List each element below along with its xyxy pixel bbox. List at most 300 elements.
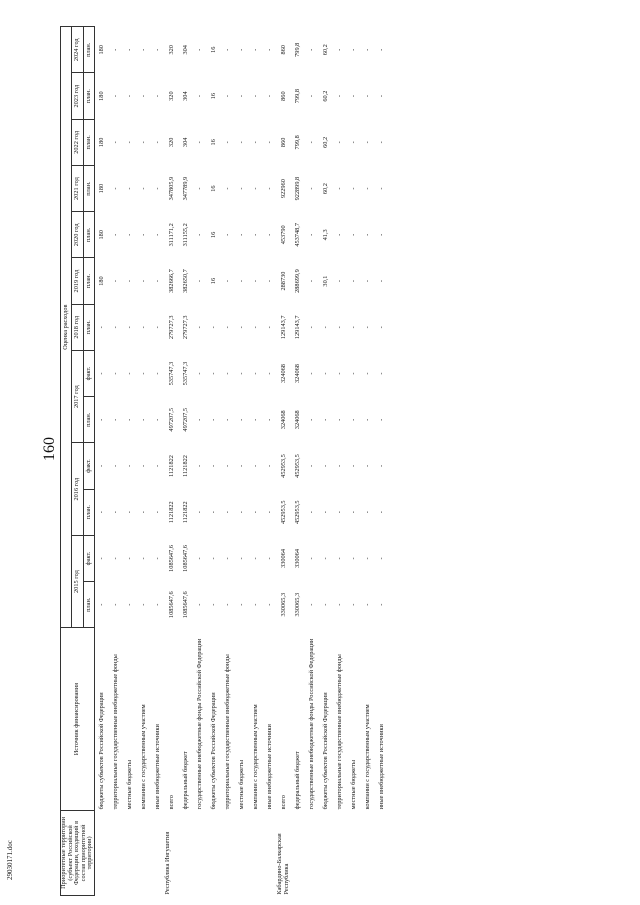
value-cell: - (139, 48, 147, 51)
value-cell: - (209, 557, 217, 560)
value-cell: - (97, 557, 105, 560)
value-cell: - (139, 603, 147, 606)
value-cell: - (223, 141, 231, 144)
value-cell: - (153, 557, 161, 560)
value-cell: - (195, 141, 203, 144)
value-cell: - (307, 48, 315, 51)
header-year: 2015 год (72, 535, 83, 627)
table-body (95, 27, 390, 896)
value-cell: - (223, 187, 231, 190)
financing-table (60, 26, 389, 896)
value-cell: - (363, 464, 371, 468)
value-cell: - (377, 464, 385, 468)
value-cell: 1085647,6 (167, 545, 175, 572)
value-cell: 452953,5 (279, 454, 287, 478)
value-cell: - (139, 141, 147, 144)
value-cell: - (97, 418, 105, 421)
table-row (319, 27, 333, 896)
header-fact: факт. (83, 443, 94, 489)
value-cell: - (363, 557, 371, 560)
value-cell: 129143,7 (279, 315, 287, 340)
value-cell: - (363, 233, 371, 236)
table-row (277, 27, 291, 896)
value-cell: - (335, 233, 343, 236)
value-cell: 129143,7 (293, 315, 301, 340)
value-cell: - (321, 511, 329, 514)
value-cell: 180 (97, 137, 105, 148)
value-cell: - (349, 511, 357, 514)
value-cell: - (237, 557, 245, 560)
value-cell: 304 (181, 45, 189, 55)
table-row (361, 27, 375, 896)
territory-cell (109, 810, 123, 895)
value-cell: - (139, 557, 147, 560)
value-cell: 382666,7 (167, 269, 175, 293)
value-cell: - (363, 372, 371, 375)
value-cell: - (111, 557, 119, 560)
value-cell: - (363, 280, 371, 283)
value-cell: - (251, 418, 259, 421)
value-cell: - (237, 603, 245, 606)
value-cell: 320 (167, 137, 175, 148)
value-cell: - (237, 187, 245, 190)
value-cell: - (209, 326, 217, 329)
value-cell: - (209, 511, 217, 514)
value-cell: 347789,9 (181, 176, 189, 201)
value-cell: - (111, 511, 119, 514)
header-year: 2024 год (72, 27, 83, 74)
value-cell: - (377, 141, 385, 144)
value-cell: - (307, 418, 315, 421)
table-row (137, 27, 151, 896)
value-cell: - (363, 511, 371, 514)
value-cell: - (265, 187, 273, 190)
header-plan: план. (83, 258, 94, 304)
value-cell: - (97, 326, 105, 329)
value-cell: - (377, 418, 385, 421)
value-cell: - (237, 280, 245, 283)
value-cell: - (335, 280, 343, 283)
value-cell: - (125, 557, 133, 560)
value-cell: - (223, 233, 231, 236)
value-cell: 60,2 (321, 136, 329, 148)
value-cell: - (125, 603, 133, 606)
source-cell: всего (167, 795, 175, 810)
value-cell: - (111, 326, 119, 329)
value-cell: - (265, 233, 273, 236)
value-cell: - (195, 603, 203, 606)
table-row (333, 27, 347, 896)
source-cell: бюджеты субъектов Российской Федерации (209, 692, 217, 810)
value-cell: - (153, 141, 161, 144)
value-cell: - (363, 48, 371, 51)
value-cell: 330065,3 (279, 592, 287, 617)
value-cell: - (363, 418, 371, 421)
value-cell: 16 (209, 92, 217, 100)
value-cell: 330065,3 (293, 592, 301, 617)
territory-cell (263, 810, 277, 895)
header-plan: план. (83, 165, 94, 211)
value-cell: - (139, 326, 147, 329)
value-cell: - (251, 511, 259, 514)
value-cell: - (153, 48, 161, 51)
source-cell: местные бюджеты (349, 760, 357, 810)
territory-cell: Республика Ингушетия (164, 831, 172, 895)
value-cell: - (363, 326, 371, 329)
value-cell: 304 (181, 91, 189, 101)
value-cell: 324068 (279, 410, 287, 430)
value-cell: - (139, 187, 147, 190)
value-cell: 1085647,6 (181, 545, 189, 572)
territory-cell (375, 810, 389, 895)
value-cell: - (209, 464, 217, 468)
value-cell: - (195, 557, 203, 560)
footer-filename: 29030171.doc (6, 840, 14, 880)
value-cell: 60,2 (321, 90, 329, 102)
value-cell: - (139, 233, 147, 236)
territory-cell (319, 810, 333, 895)
value-cell: - (237, 95, 245, 98)
header-year: 2021 год (72, 165, 83, 211)
source-cell: федеральный бюджет (293, 751, 301, 810)
value-cell: - (223, 280, 231, 283)
value-cell: - (111, 187, 119, 190)
source-cell: государственные внебюджетные фонды Российской Федерации (195, 638, 203, 810)
value-cell: - (97, 511, 105, 514)
source-cell: бюджеты субъектов Российской Федерации (97, 692, 105, 810)
value-cell: - (153, 603, 161, 606)
value-cell: 320 (167, 91, 175, 101)
value-cell: - (125, 326, 133, 329)
value-cell: - (251, 603, 259, 606)
value-cell: - (153, 326, 161, 329)
value-cell: 330064 (279, 549, 287, 568)
value-cell: - (111, 280, 119, 283)
value-cell: - (195, 418, 203, 421)
value-cell: - (125, 464, 133, 468)
value-cell: - (321, 557, 329, 560)
header-plan: план. (83, 27, 94, 74)
value-cell: - (349, 233, 357, 236)
value-cell: - (125, 418, 133, 421)
value-cell: - (237, 372, 245, 375)
header-year: 2020 год (72, 212, 83, 258)
value-cell: - (349, 418, 357, 421)
rotated-table-container (60, 26, 570, 896)
value-cell: - (265, 557, 273, 560)
value-cell: - (377, 603, 385, 606)
table-row (235, 27, 249, 896)
source-cell: всего (279, 795, 287, 810)
value-cell: - (251, 464, 259, 468)
value-cell: - (251, 557, 259, 560)
source-cell: компании с государственным участием (139, 704, 147, 810)
value-cell: 452953,5 (293, 500, 301, 525)
value-cell: - (223, 511, 231, 514)
value-cell: - (153, 372, 161, 375)
value-cell: 60,2 (321, 44, 329, 56)
value-cell: - (335, 326, 343, 329)
value-cell: 1121822 (181, 455, 189, 477)
value-cell: - (153, 95, 161, 98)
value-cell: - (153, 187, 161, 190)
value-cell: - (139, 511, 147, 514)
territory-cell: Кабардино-Балкарская Республика (276, 833, 290, 895)
territory-cell (123, 810, 137, 895)
value-cell: - (363, 187, 371, 190)
value-cell: - (377, 95, 385, 98)
value-cell: 16 (209, 46, 217, 53)
value-cell: - (111, 372, 119, 375)
header-year: 2023 год (72, 73, 83, 119)
value-cell: 279727,3 (181, 315, 189, 340)
value-cell: - (223, 48, 231, 51)
value-cell: 535747,3 (167, 361, 175, 386)
value-cell: 452953,5 (293, 454, 301, 478)
territory-cell (137, 810, 151, 895)
source-cell: государственные внебюджетные фонды Российской Федерации (307, 638, 315, 810)
value-cell: 347805,9 (167, 176, 175, 201)
value-cell: - (237, 511, 245, 514)
value-cell: 180 (97, 183, 105, 194)
value-cell: - (153, 280, 161, 283)
value-cell: - (223, 418, 231, 421)
value-cell: 60,2 (321, 183, 329, 195)
territory-cell (95, 810, 110, 895)
value-cell: - (349, 280, 357, 283)
value-cell: - (251, 141, 259, 144)
value-cell: - (237, 233, 245, 236)
header-year: 2022 год (72, 119, 83, 165)
value-cell: 180 (97, 45, 105, 55)
value-cell: 452953,5 (279, 500, 287, 525)
value-cell: 1121822 (181, 501, 189, 524)
territory-cell (333, 810, 347, 895)
value-cell: 279727,3 (167, 315, 175, 340)
territory-cell (249, 810, 263, 895)
value-cell: - (377, 372, 385, 375)
value-cell: - (335, 372, 343, 375)
value-cell: - (251, 48, 259, 51)
value-cell: - (195, 280, 203, 283)
header-plan: план. (83, 73, 94, 119)
value-cell: - (349, 48, 357, 51)
value-cell: - (111, 95, 119, 98)
value-cell: - (125, 280, 133, 283)
value-cell: - (363, 95, 371, 98)
value-cell: - (321, 326, 329, 329)
value-cell: 180 (97, 230, 105, 240)
value-cell: 860 (279, 91, 287, 101)
value-cell: - (209, 603, 217, 606)
value-cell: - (377, 280, 385, 283)
header-fact: факт. (83, 350, 94, 396)
value-cell: - (195, 511, 203, 514)
value-cell: - (195, 233, 203, 236)
value-cell: - (307, 141, 315, 144)
value-cell: - (125, 372, 133, 375)
table-row (109, 27, 123, 896)
value-cell: - (265, 511, 273, 514)
territory-cell (151, 810, 165, 895)
value-cell: 324068 (293, 410, 301, 430)
territory-cell (207, 810, 221, 895)
value-cell: - (139, 280, 147, 283)
table-row (263, 27, 277, 896)
value-cell: 180 (97, 91, 105, 101)
source-cell: компании с государственным участием (251, 704, 259, 810)
value-cell: - (349, 326, 357, 329)
value-cell: - (265, 95, 273, 98)
source-cell: местные бюджеты (125, 760, 133, 810)
value-cell: - (97, 464, 105, 468)
value-cell: - (265, 326, 273, 329)
value-cell: 860 (279, 45, 287, 55)
header-fact: факт. (83, 535, 94, 581)
value-cell: 535747,3 (181, 361, 189, 386)
value-cell: - (153, 464, 161, 468)
value-cell: - (265, 464, 273, 468)
header-plan: план. (83, 119, 94, 165)
header-year: 2017 год (72, 350, 83, 442)
value-cell: - (223, 372, 231, 375)
value-cell: - (237, 48, 245, 51)
source-cell: иные внебюджетные источники (153, 724, 161, 810)
value-cell: - (139, 372, 147, 375)
table-row (347, 27, 361, 896)
value-cell: - (251, 372, 259, 375)
value-cell: - (377, 511, 385, 514)
value-cell: - (307, 557, 315, 560)
value-cell: - (125, 187, 133, 190)
value-cell: - (307, 603, 315, 606)
source-cell: федеральный бюджет (181, 751, 189, 810)
table-row (123, 27, 137, 896)
header-year: 2019 год (72, 258, 83, 304)
value-cell: - (307, 464, 315, 468)
value-cell: 324068 (293, 364, 301, 383)
header-year: 2018 год (72, 304, 83, 350)
value-cell: 1085647,6 (181, 591, 189, 619)
value-cell: - (111, 603, 119, 606)
value-cell: 382650,7 (181, 269, 189, 293)
value-cell: 288730 (279, 271, 287, 291)
value-cell: - (335, 141, 343, 144)
value-cell: - (223, 557, 231, 560)
table-row (193, 27, 207, 896)
table-row (165, 27, 179, 896)
header-plan: план. (83, 397, 94, 443)
table-row (291, 27, 305, 896)
value-cell: - (307, 372, 315, 375)
page-number: 160 (41, 437, 58, 461)
value-cell: - (125, 48, 133, 51)
header-year: 2016 год (72, 443, 83, 535)
value-cell: 304 (181, 137, 189, 148)
value-cell: - (125, 511, 133, 514)
header-plan: план. (83, 212, 94, 258)
value-cell: - (223, 326, 231, 329)
header-source: Источник финансирования (61, 628, 95, 811)
value-cell: - (251, 95, 259, 98)
value-cell: - (335, 603, 343, 606)
table-row (221, 27, 235, 896)
source-cell: территориальные государственные внебюджетные фонды (111, 654, 119, 810)
value-cell: 453748,7 (293, 223, 301, 247)
value-cell: - (111, 48, 119, 51)
territory-cell (179, 810, 193, 895)
value-cell: - (307, 511, 315, 514)
value-cell: 799,8 (293, 135, 301, 150)
value-cell: - (195, 48, 203, 51)
value-cell: - (307, 326, 315, 329)
value-cell: - (349, 557, 357, 560)
territory-cell (291, 810, 305, 895)
territory-cell (305, 810, 319, 895)
value-cell: - (153, 418, 161, 421)
value-cell: - (335, 511, 343, 514)
source-cell: местные бюджеты (237, 760, 245, 810)
source-cell: бюджеты субъектов Российской Федерации (321, 692, 329, 810)
value-cell: 288699,9 (293, 269, 301, 293)
value-cell: - (251, 280, 259, 283)
value-cell: - (307, 233, 315, 236)
value-cell: - (195, 464, 203, 468)
value-cell: - (307, 280, 315, 283)
value-cell: 1085647,6 (167, 591, 175, 619)
value-cell: - (307, 187, 315, 190)
value-cell: - (139, 95, 147, 98)
value-cell: - (237, 464, 245, 468)
value-cell: - (153, 511, 161, 514)
value-cell: - (237, 326, 245, 329)
value-cell: - (223, 603, 231, 606)
value-cell: - (321, 603, 329, 606)
source-cell: территориальные государственные внебюджетные фонды (223, 654, 231, 810)
value-cell: 311155,2 (181, 223, 189, 247)
value-cell: - (111, 141, 119, 144)
value-cell: - (237, 141, 245, 144)
value-cell: - (125, 141, 133, 144)
table-row (95, 27, 110, 896)
value-cell: - (377, 326, 385, 329)
value-cell: 922899,8 (293, 176, 301, 201)
table-row (151, 27, 165, 896)
value-cell: - (377, 233, 385, 236)
value-cell: - (321, 464, 329, 468)
value-cell: 311171,2 (167, 223, 175, 247)
header-estimate: Оценка расходов (61, 27, 72, 628)
table-row (207, 27, 221, 896)
value-cell: - (363, 603, 371, 606)
value-cell: 324068 (279, 364, 287, 383)
value-cell: - (321, 372, 329, 375)
value-cell: - (335, 95, 343, 98)
value-cell: - (209, 418, 217, 421)
value-cell: - (97, 603, 105, 606)
value-cell: - (195, 187, 203, 190)
value-cell: - (223, 464, 231, 468)
territory-cell (347, 810, 361, 895)
territory-cell (361, 810, 375, 895)
source-cell: компании с государственным участием (363, 704, 371, 810)
value-cell: - (209, 372, 217, 375)
table-header (61, 27, 95, 896)
value-cell: - (111, 233, 119, 236)
value-cell: 860 (279, 137, 287, 148)
value-cell: - (195, 372, 203, 375)
value-cell: 180 (97, 276, 105, 286)
